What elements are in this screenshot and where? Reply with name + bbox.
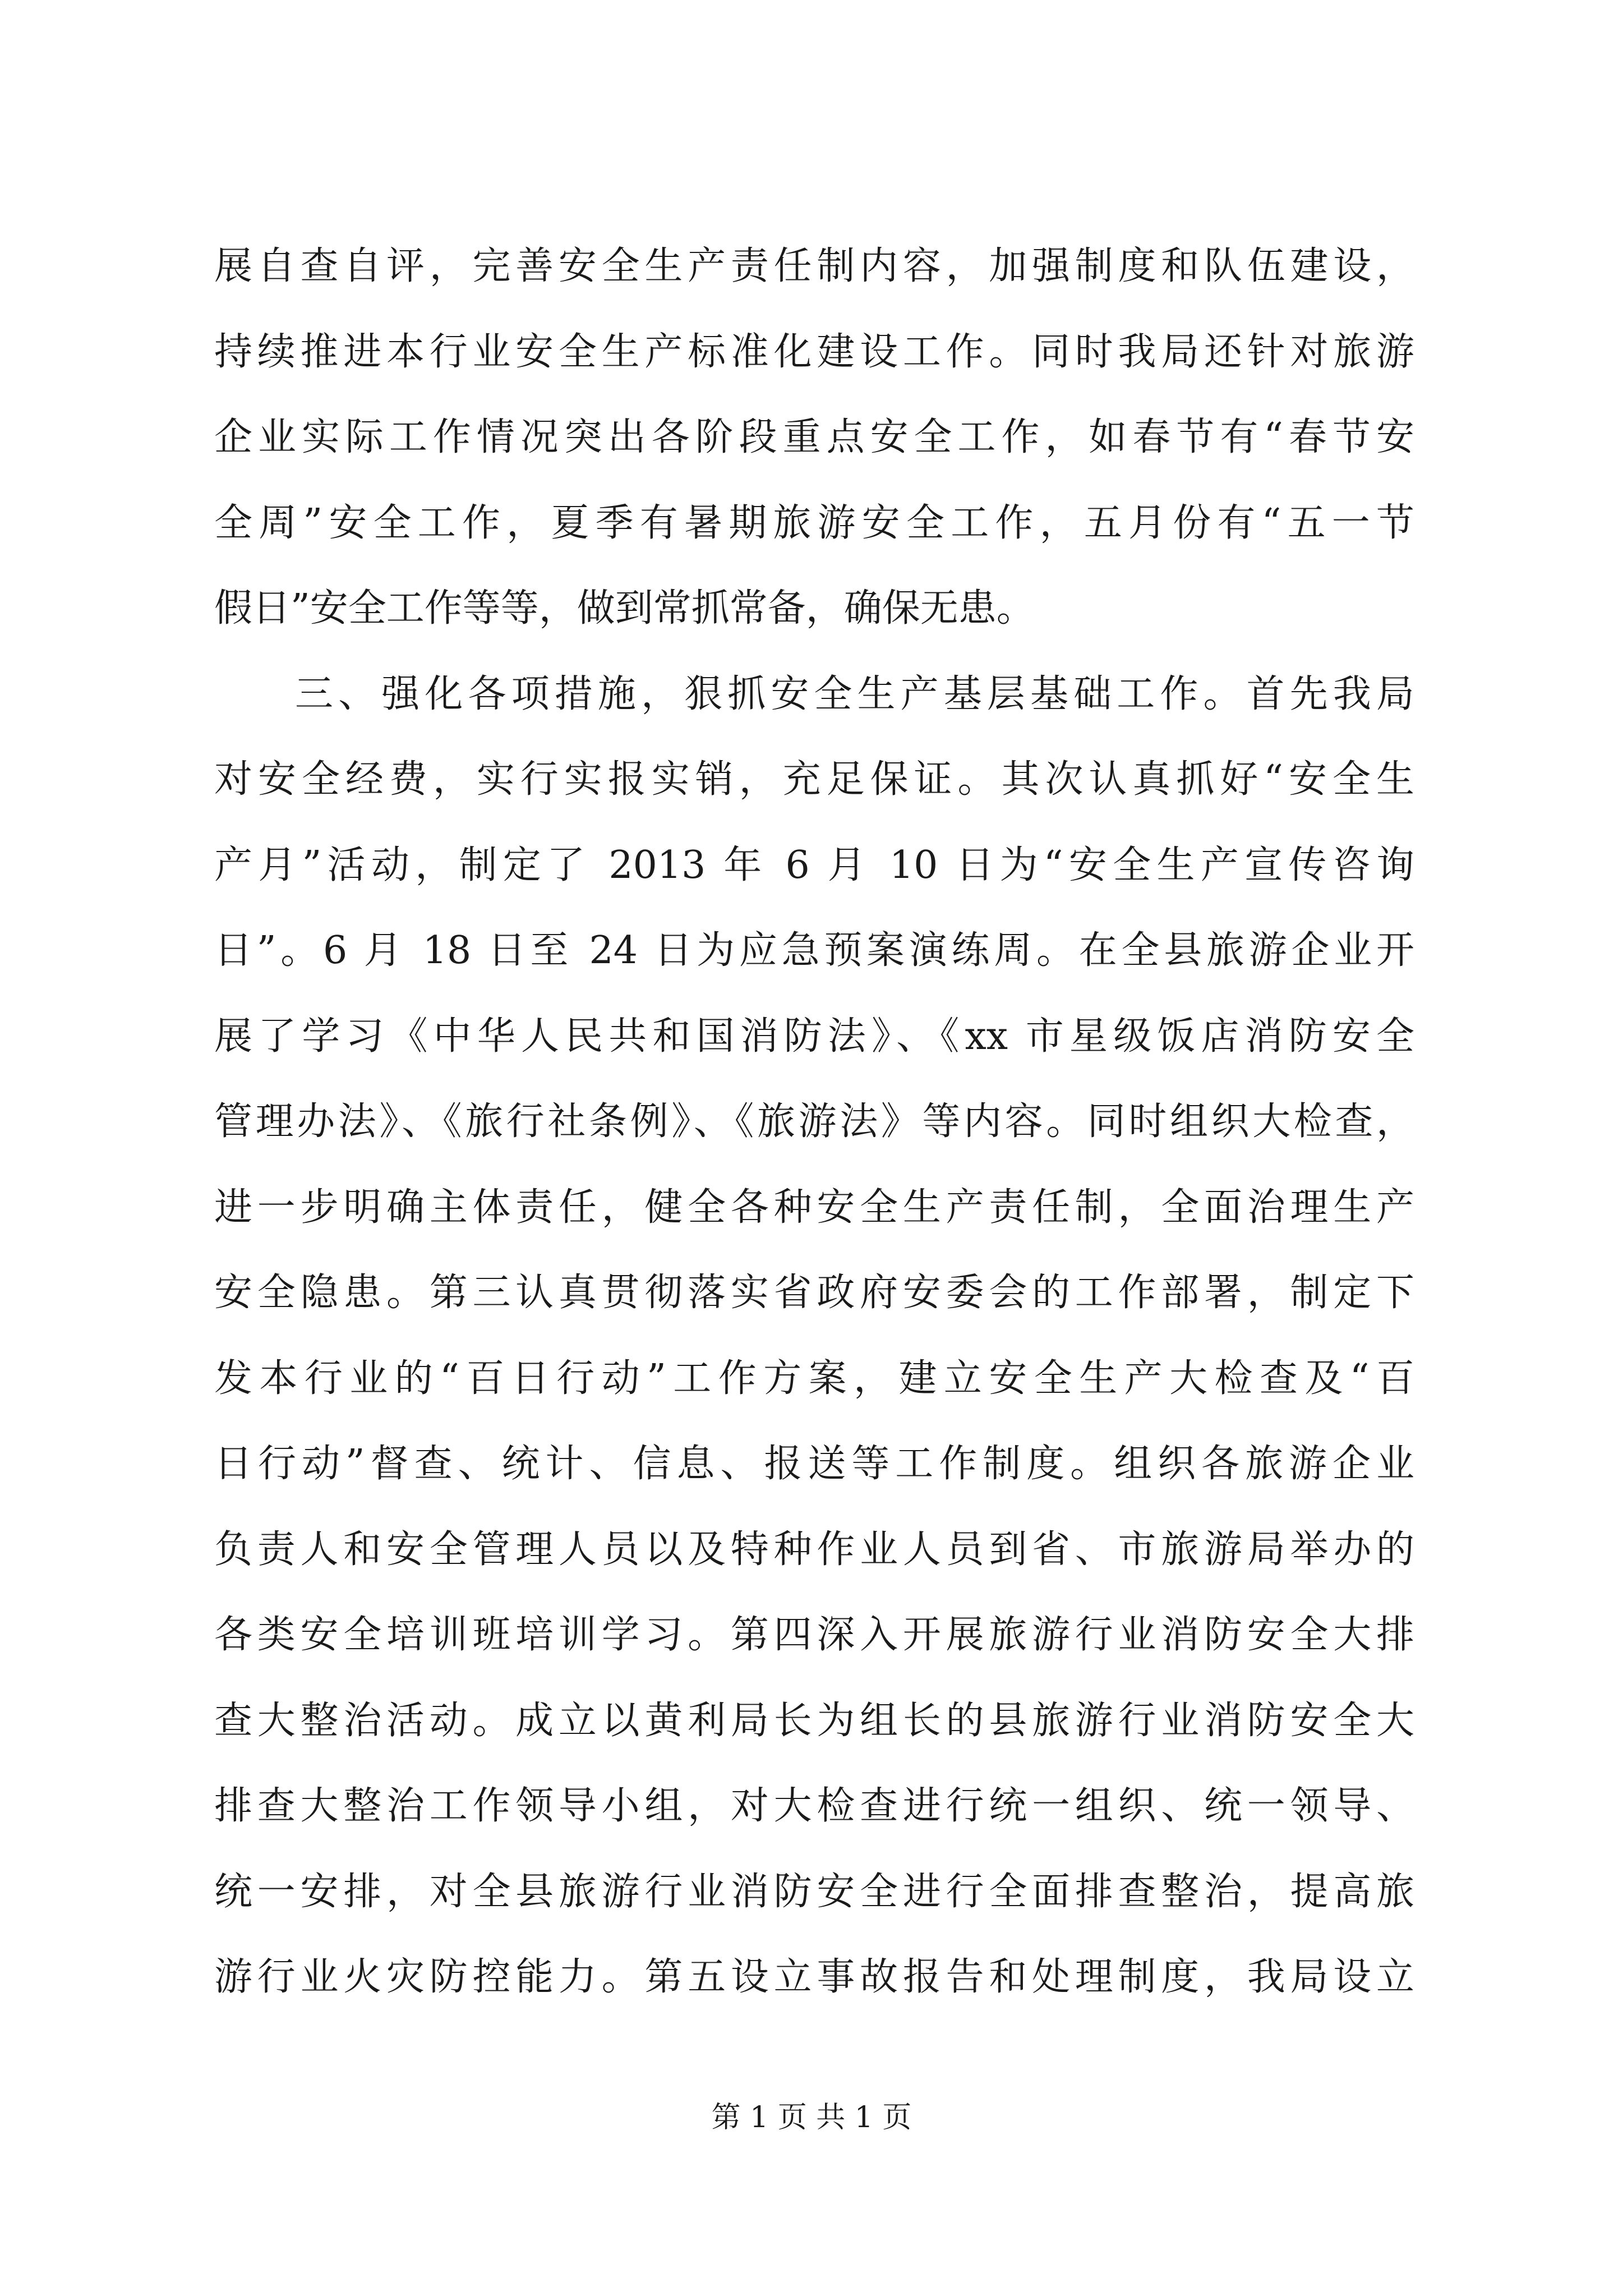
- body-text-line: 各类安全培训班培训学习。第四深入开展旅游行业消防安全大排: [214, 1613, 1414, 1657]
- body-text-line: 查大整治活动。成立以黄利局长为组长的县旅游行业消防安全大: [214, 1699, 1414, 1743]
- body-text-line: 全周”安全工作，夏季有暑期旅游安全工作，五月份有“五一节: [214, 501, 1414, 545]
- body-text-line: 游行业火灾防控能力。第五设立事故报告和处理制度，我局设立: [214, 1955, 1414, 1999]
- body-text-line: 产月”活动，制定了 2013 年 6 月 10 日为“安全生产宣传咨询: [214, 843, 1414, 887]
- body-text-line: 对安全经费，实行实报实销，充足保证。其次认真抓好“安全生: [214, 757, 1414, 802]
- body-text-line: 日行动”督查、统计、信息、报送等工作制度。组织各旅游企业: [214, 1442, 1414, 1486]
- body-text-line: 负责人和安全管理人员以及特种作业人员到省、市旅游局举办的: [214, 1527, 1414, 1572]
- body-text-line: 发本行业的“百日行动”工作方案，建立安全生产大检查及“百: [214, 1356, 1414, 1401]
- body-text-line: 展自查自评，完善安全生产责任制内容，加强制度和队伍建设，: [214, 244, 1414, 288]
- body-text-line: 假日”安全工作等等，做到常抓常备，确保无患。: [214, 586, 1035, 631]
- body-text-line: 企业实际工作情况突出各阶段重点安全工作，如春节有“春节安: [214, 415, 1414, 459]
- body-text-line: 日”。6 月 18 日至 24 日为应急预案演练周。在全县旅游企业开: [214, 928, 1414, 973]
- paragraph-first-line: 三、强化各项措施，狠抓安全生产基层基础工作。首先我局: [295, 672, 1414, 716]
- body-text-line: 安全隐患。第三认真贯彻落实省政府安委会的工作部署，制定下: [214, 1271, 1414, 1315]
- body-text-line: 展了学习《中华人民共和国消防法》、《xx 市星级饭店消防安全: [214, 1014, 1414, 1059]
- body-text-line: 统一安排，对全县旅游行业消防安全进行全面排查整治，提高旅: [214, 1870, 1414, 1914]
- page-footer: 第 1 页 共 1 页: [711, 2101, 912, 2134]
- body-text-line: 排查大整治工作领导小组，对大检查进行统一组织、统一领导、: [214, 1784, 1414, 1828]
- body-text-line: 持续推进本行业安全生产标准化建设工作。同时我局还针对旅游: [214, 330, 1414, 374]
- body-text-line: 进一步明确主体责任，健全各种安全生产责任制，全面治理生产: [214, 1185, 1414, 1230]
- body-text-line: 管理办法》、《旅行社条例》、《旅游法》等内容。同时组织大检查，: [214, 1099, 1414, 1144]
